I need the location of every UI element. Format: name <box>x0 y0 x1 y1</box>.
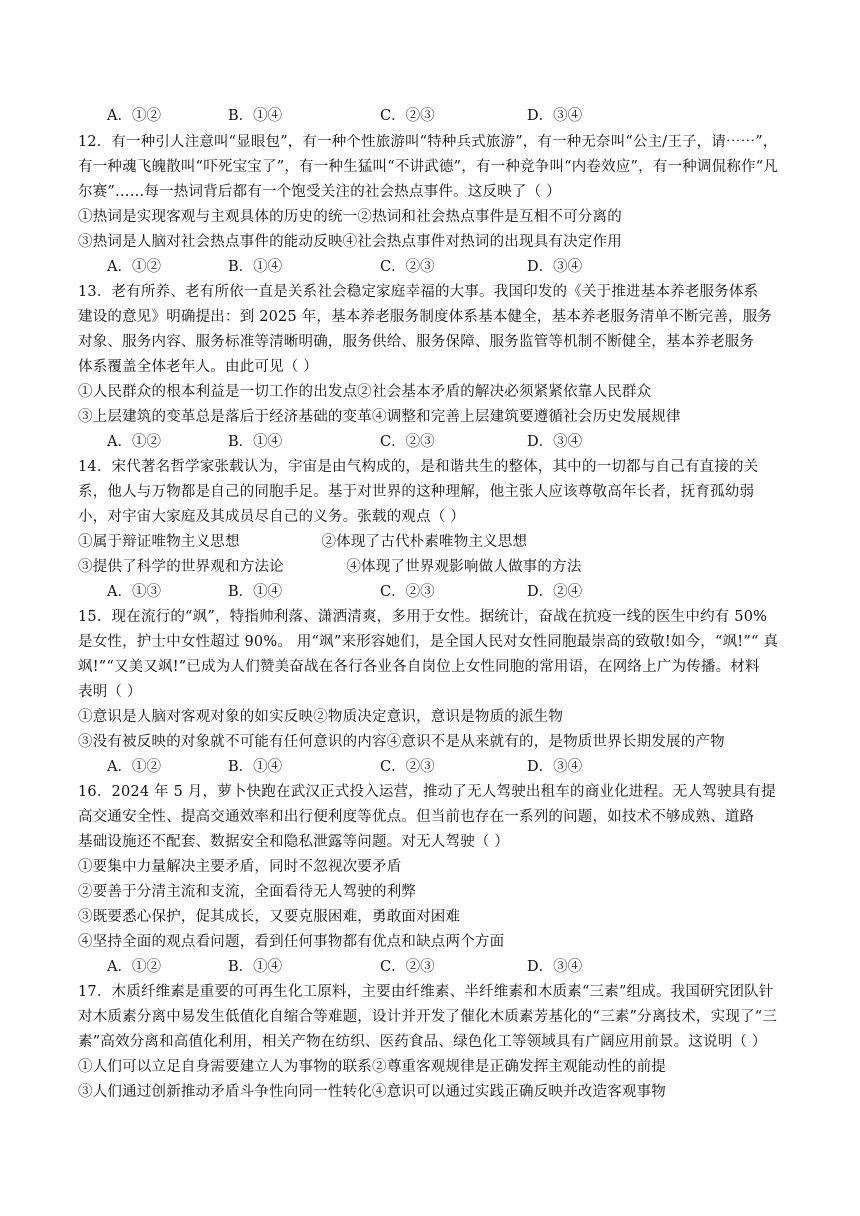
option-b: B．①④ <box>228 959 283 975</box>
question-15-statement: ③没有被反映的对象就不可能有任何意识的内容④意识不是从来就有的，是物质世界长期发展的产物 <box>78 734 725 750</box>
question-12-statement: ①热词是实现客观与主观具体的历史的统一②热词和社会热点事件是互相不可分离的 <box>78 209 622 225</box>
option-b: B．①④ <box>228 584 283 600</box>
answer-options <box>107 106 627 126</box>
option-a: A．①② <box>107 108 161 124</box>
question-15-stem: 飒!”“又美又飒!”已成为人们赞美奋战在各行各业各自岗位上女性同胞的常用语，在网络上广为传播。材料 <box>78 659 760 675</box>
question-17-stem: 对木质素分离中易发生低值化自缩合等难题，设计并开发了催化木质素芳基化的“三素”分离技术，实现了“三 <box>78 1009 778 1025</box>
question-16-statement: ②要善于分清主流和支流，全面看待无人驾驶的利弊 <box>78 884 417 900</box>
option-c: C．②③ <box>380 959 435 975</box>
answer-options <box>107 257 627 277</box>
option-d: D．③④ <box>527 759 583 775</box>
question-15-stem: 是女性，护士中女性超过 90%。 用“飒”来形容她们，是全国人民对女性同胞最崇高的致敬!如今，“飒!”“ 真 <box>78 634 779 650</box>
option-b: B．①④ <box>228 434 283 450</box>
option-c: C．②③ <box>380 259 435 275</box>
option-c: C．②③ <box>380 584 435 600</box>
option-d: D．③④ <box>527 259 583 275</box>
option-c: C．②③ <box>380 759 435 775</box>
question-15-statement: ①意识是人脑对客观对象的如实反映②物质决定意识，意识是物质的派生物 <box>78 709 564 725</box>
option-a: A．①③ <box>107 584 161 600</box>
option-a: A．①② <box>107 259 161 275</box>
question-12-stem: 有一种魂飞魄散叫“吓死宝宝了”，有一种生猛叫“不讲武德”，有一种竞争叫“内卷效应”，有一种调侃称作“凡 <box>78 159 779 175</box>
option-a: A．①② <box>107 959 161 975</box>
question-16-statement: ①要集中力量解决主要矛盾，同时不忽视次要矛盾 <box>78 859 402 875</box>
answer-options <box>107 432 627 452</box>
question-15-stem: 15．现在流行的“飒”，特指帅利落、潇洒清爽，多用于女性。据统计，奋战在抗疫一线的医生中约有 50% <box>78 609 768 625</box>
question-14-stem: 14．宋代著名哲学家张载认为，宇宙是由气构成的，是和谐共生的整体，其中的一切都与自己有直接的关 <box>78 459 759 475</box>
question-13-stem: 体系覆盖全体老年人。由此可见（ ） <box>78 359 319 375</box>
question-14-stem: 系，他人与万物都是自己的同胞手足。基于对世界的这种理解，他主张人应该尊敬高年长者，抚育孤幼弱 <box>78 484 755 500</box>
question-12-stem: 12．有一种引人注意叫“显眼包”，有一种个性旅游叫“特种兵式旅游”，有一种无奈叫“公主/王子，请⋯⋯”， <box>78 134 778 150</box>
option-d: D．③④ <box>527 959 583 975</box>
question-13-statement: ①人民群众的根本利益是一切工作的出发点②社会基本矛盾的解决必须紧紧依靠人民群众 <box>78 384 652 400</box>
question-14-stem: 小，对宇宙大家庭及其成员尽自己的义务。张载的观点（ ） <box>78 509 466 525</box>
question-16-statement: ③既要悉心保护，促其成长，又要克服困难，勇敢面对困难 <box>78 909 461 925</box>
option-d: D．②④ <box>527 584 583 600</box>
option-b: B．①④ <box>228 259 283 275</box>
option-d: D．③④ <box>527 108 583 124</box>
question-16-stem: 16．2024 年 5 月，萝卜快跑在武汉正式投入运营，推动了无人驾驶出租车的商业化进程。无人驾驶具有提 <box>78 784 776 800</box>
option-b: B．①④ <box>228 759 283 775</box>
question-14-statement: ①属于辩证唯物主义思想 ②体现了古代朴素唯物主义思想 <box>78 534 528 550</box>
question-13-statement: ③上层建筑的变革总是落后于经济基础的变革④调整和完善上层建筑要遵循社会历史发展规律 <box>78 409 681 425</box>
question-14-statement: ③提供了科学的世界观和方法论 ④体现了世界观影响做人做事的方法 <box>78 559 582 575</box>
question-16-stem: 高交通安全性、提高交通效率和出行便利度等优点。但当前也存在一系列的问题，如技术不够成熟、道路 <box>78 809 755 825</box>
answer-options <box>107 757 627 777</box>
option-c: C．②③ <box>380 434 435 450</box>
question-17-stem: 素”高效分离和高值化利用，相关产物在纺织、医药食品、绿色化工等领域具有广阔应用前景。这说明（ ） <box>78 1034 767 1050</box>
question-13-stem: 建设的意见》明确提出：到 2025 年，基本养老服务制度体系基本健全，基本养老服务清单不断完善，服务 <box>78 309 773 325</box>
option-a: A．①② <box>107 759 161 775</box>
question-12-stem: 尔赛”……每一热词背后都有一个饱受关注的社会热点事件。这反映了（ ） <box>78 184 561 200</box>
question-17-stem: 17．木质纤维素是重要的可再生化工原料，主要由纤维素、半纤维素和木质素“三素”组成。我国研究团队针 <box>78 984 774 1000</box>
question-13-stem: 对象、服务内容、服务标准等清晰明确，服务供给、服务保障、服务监管等机制不断健全，基本养老服务 <box>78 334 755 350</box>
answer-options <box>107 957 627 977</box>
option-d: D．③④ <box>527 434 583 450</box>
option-b: B．①④ <box>228 108 283 124</box>
question-17-statement: ③人们通过创新推动矛盾斗争性向同一性转化④意识可以通过实践正确反映并改造客观事物 <box>78 1084 666 1100</box>
question-13-stem: 13．老有所养、老有所依一直是关系社会稳定家庭幸福的大事。我国印发的《关于推进基本养老服务体系 <box>78 284 759 300</box>
question-16-stem: 基础设施还不配套、数据安全和隐私泄露等问题。对无人驾驶（ ） <box>78 834 510 850</box>
question-16-statement: ④坚持全面的观点看问题，看到任何事物都有优点和缺点两个方面 <box>78 934 505 950</box>
question-17-statement: ①人们可以立足自身需要建立人为事物的联系②尊重客观规律是正确发挥主观能动性的前提 <box>78 1059 666 1075</box>
answer-options <box>107 582 627 602</box>
option-a: A．①② <box>107 434 161 450</box>
option-c: C．②③ <box>380 108 435 124</box>
question-15-stem: 表明（ ） <box>78 684 142 700</box>
question-12-statement: ③热词是人脑对社会热点事件的能动反映④社会热点事件对热词的出现具有决定作用 <box>78 234 622 250</box>
